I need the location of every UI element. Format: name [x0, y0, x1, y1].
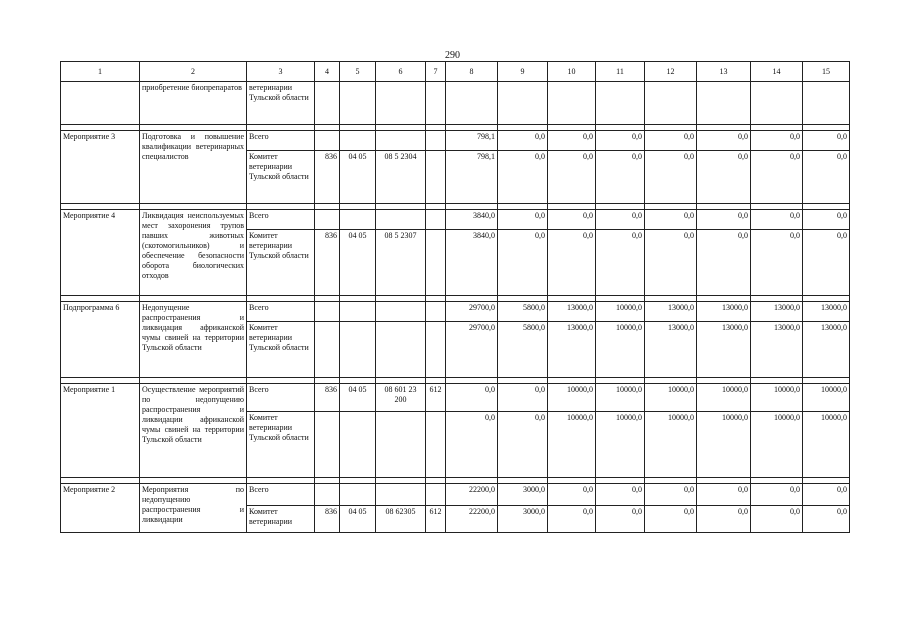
row-c6 — [376, 412, 426, 478]
row-c4 — [315, 484, 340, 506]
row-value — [803, 82, 850, 125]
row-c5 — [340, 131, 376, 151]
row-value: 29700,0 — [446, 302, 498, 322]
row-value: 0,0 — [697, 484, 751, 506]
row-org: Всего — [247, 131, 315, 151]
row-value: 13000,0 — [751, 322, 803, 378]
row-c5 — [340, 322, 376, 378]
row-c4: 836 — [315, 151, 340, 204]
row-c7 — [426, 230, 446, 296]
row-value — [548, 82, 596, 125]
budget-table — [60, 61, 850, 533]
row-value: 10000,0 — [697, 412, 751, 478]
row-c6 — [376, 82, 426, 125]
col-header: 5 — [340, 62, 376, 82]
row-value: 0,0 — [697, 151, 751, 204]
row-c5 — [340, 210, 376, 230]
row-org: Всего — [247, 384, 315, 412]
row-value: 13000,0 — [697, 302, 751, 322]
row-org: Комитет ветеринарии Тульской области — [247, 151, 315, 204]
row-c5: 04 05 — [340, 230, 376, 296]
table-row — [61, 82, 850, 125]
row-value: 5800,0 — [498, 302, 548, 322]
row-value: 0,0 — [697, 230, 751, 296]
row-value — [498, 82, 548, 125]
row-value: 10000,0 — [751, 384, 803, 412]
row-c6 — [376, 131, 426, 151]
row-value: 10000,0 — [596, 384, 645, 412]
row-value: 10000,0 — [596, 302, 645, 322]
row-value: 22200,0 — [446, 506, 498, 533]
row-value: 10000,0 — [596, 412, 645, 478]
row-c6 — [376, 322, 426, 378]
row-c5 — [340, 484, 376, 506]
row-name: Осуществление мероприятий по недопущению распространения и ликвидации африканской чумы свиней на территории Тульской области — [140, 384, 247, 478]
row-value: 798,1 — [446, 131, 498, 151]
row-c6 — [376, 210, 426, 230]
row-value: 10000,0 — [645, 412, 697, 478]
row-value: 0,0 — [645, 210, 697, 230]
row-name: Недопущение распространения и ликвидация африканской чумы свиней на территории Тульской области — [140, 302, 247, 378]
col-header: 11 — [596, 62, 645, 82]
row-value: 22200,0 — [446, 484, 498, 506]
row-value: 13000,0 — [751, 302, 803, 322]
col-header: 10 — [548, 62, 596, 82]
row-c4: 836 — [315, 506, 340, 533]
row-value: 0,0 — [548, 151, 596, 204]
col-header: 15 — [803, 62, 850, 82]
row-c5 — [340, 302, 376, 322]
row-value: 0,0 — [596, 151, 645, 204]
col-header: 4 — [315, 62, 340, 82]
row-c7 — [426, 210, 446, 230]
row-c7 — [426, 131, 446, 151]
row-value: 10000,0 — [548, 384, 596, 412]
row-value: 0,0 — [803, 230, 850, 296]
row-value: 10000,0 — [803, 412, 850, 478]
row-c5: 04 05 — [340, 506, 376, 533]
row-value: 0,0 — [596, 131, 645, 151]
table-row — [61, 384, 850, 412]
row-value: 0,0 — [446, 412, 498, 478]
row-value: 0,0 — [803, 484, 850, 506]
row-value: 798,1 — [446, 151, 498, 204]
row-org: Комитет ветеринарии — [247, 506, 315, 533]
row-org: Комитет ветеринарии Тульской области — [247, 412, 315, 478]
row-value: 0,0 — [697, 131, 751, 151]
row-c4: 836 — [315, 384, 340, 412]
row-label: Мероприятие 1 — [61, 384, 140, 478]
header-row — [61, 62, 850, 82]
row-value: 0,0 — [751, 506, 803, 533]
row-c4 — [315, 302, 340, 322]
row-org: Всего — [247, 484, 315, 506]
row-value: 0,0 — [548, 131, 596, 151]
row-value: 0,0 — [645, 151, 697, 204]
row-value: 10000,0 — [803, 384, 850, 412]
table-row — [61, 210, 850, 230]
row-value: 0,0 — [498, 131, 548, 151]
row-value: 0,0 — [751, 151, 803, 204]
row-value: 0,0 — [498, 230, 548, 296]
row-value: 0,0 — [645, 230, 697, 296]
table-row — [61, 131, 850, 151]
row-value: 13000,0 — [548, 302, 596, 322]
row-value: 0,0 — [645, 506, 697, 533]
row-c7: 612 — [426, 384, 446, 412]
row-value: 29700,0 — [446, 322, 498, 378]
row-value: 0,0 — [697, 506, 751, 533]
row-c4: 836 — [315, 230, 340, 296]
row-c7 — [426, 322, 446, 378]
col-header: 1 — [61, 62, 140, 82]
row-c7 — [426, 412, 446, 478]
row-c6: 08 62305 — [376, 506, 426, 533]
row-name: Подготовка и повышение квалификации ветеринарных специалистов — [140, 131, 247, 204]
row-value: 0,0 — [548, 210, 596, 230]
row-value: 0,0 — [446, 384, 498, 412]
row-c4 — [315, 82, 340, 125]
row-value: 0,0 — [548, 484, 596, 506]
row-org: Всего — [247, 302, 315, 322]
row-c7 — [426, 82, 446, 125]
row-value: 0,0 — [803, 506, 850, 533]
row-label: Мероприятие 4 — [61, 210, 140, 296]
row-c6 — [376, 302, 426, 322]
row-label: Мероприятие 2 — [61, 484, 140, 533]
row-value: 0,0 — [645, 131, 697, 151]
row-value: 5800,0 — [498, 322, 548, 378]
row-value: 0,0 — [596, 484, 645, 506]
row-org: ветеринарии Тульской области — [247, 82, 315, 125]
row-c4 — [315, 131, 340, 151]
row-name: приобретение биопрепаратов — [140, 82, 247, 125]
row-value — [751, 82, 803, 125]
row-value: 10000,0 — [548, 412, 596, 478]
row-c5 — [340, 412, 376, 478]
row-value: 3840,0 — [446, 230, 498, 296]
row-value — [645, 82, 697, 125]
row-label: Мероприятие 3 — [61, 131, 140, 204]
row-value: 0,0 — [697, 210, 751, 230]
table-row — [61, 302, 850, 322]
row-c6: 08 5 2304 — [376, 151, 426, 204]
row-value: 0,0 — [548, 506, 596, 533]
row-c4 — [315, 210, 340, 230]
row-org: Комитет ветеринарии Тульской области — [247, 230, 315, 296]
row-value: 0,0 — [803, 131, 850, 151]
row-name: Мероприятия по недопущению распространения и ликвидации — [140, 484, 247, 533]
row-c7 — [426, 302, 446, 322]
row-label: Подпрограмма 6 — [61, 302, 140, 378]
row-value: 0,0 — [751, 484, 803, 506]
col-header: 6 — [376, 62, 426, 82]
col-header: 14 — [751, 62, 803, 82]
page-number: 290 — [445, 50, 460, 61]
row-c4 — [315, 412, 340, 478]
row-value: 0,0 — [803, 151, 850, 204]
row-value: 0,0 — [751, 131, 803, 151]
row-value: 13000,0 — [645, 302, 697, 322]
row-value — [446, 82, 498, 125]
row-value: 13000,0 — [803, 322, 850, 378]
row-org: Всего — [247, 210, 315, 230]
row-c6: 08 601 23 200 — [376, 384, 426, 412]
row-value: 0,0 — [498, 210, 548, 230]
row-value: 0,0 — [596, 210, 645, 230]
row-value: 0,0 — [548, 230, 596, 296]
row-value: 13000,0 — [645, 322, 697, 378]
table-row — [61, 484, 850, 506]
row-value: 10000,0 — [751, 412, 803, 478]
row-value: 0,0 — [751, 210, 803, 230]
row-value: 3840,0 — [446, 210, 498, 230]
row-value: 13000,0 — [697, 322, 751, 378]
col-header: 8 — [446, 62, 498, 82]
row-value: 0,0 — [498, 412, 548, 478]
row-value — [697, 82, 751, 125]
row-value: 0,0 — [498, 384, 548, 412]
row-c7: 612 — [426, 506, 446, 533]
row-c5: 04 05 — [340, 384, 376, 412]
row-c4 — [315, 322, 340, 378]
row-label — [61, 82, 140, 125]
row-value: 0,0 — [596, 230, 645, 296]
row-value — [596, 82, 645, 125]
col-header: 9 — [498, 62, 548, 82]
row-value: 0,0 — [596, 506, 645, 533]
col-header: 7 — [426, 62, 446, 82]
row-value: 10000,0 — [697, 384, 751, 412]
row-c6: 08 5 2307 — [376, 230, 426, 296]
col-header: 2 — [140, 62, 247, 82]
row-value: 0,0 — [498, 151, 548, 204]
row-value: 3000,0 — [498, 484, 548, 506]
row-c7 — [426, 484, 446, 506]
row-c7 — [426, 151, 446, 204]
row-c6 — [376, 484, 426, 506]
row-value: 10000,0 — [596, 322, 645, 378]
col-header: 3 — [247, 62, 315, 82]
row-c5 — [340, 82, 376, 125]
row-value: 13000,0 — [803, 302, 850, 322]
row-value: 3000,0 — [498, 506, 548, 533]
row-value: 0,0 — [645, 484, 697, 506]
col-header: 12 — [645, 62, 697, 82]
row-value: 10000,0 — [645, 384, 697, 412]
col-header: 13 — [697, 62, 751, 82]
row-c5: 04 05 — [340, 151, 376, 204]
row-name: Ликвидация неиспользуемых мест захоронения трупов павших животных (скотомогильников) и обеспечение безопасности оборота биологических отходов — [140, 210, 247, 296]
row-value: 0,0 — [751, 230, 803, 296]
row-value: 13000,0 — [548, 322, 596, 378]
row-org: Комитет ветеринарии Тульской области — [247, 322, 315, 378]
row-value: 0,0 — [803, 210, 850, 230]
